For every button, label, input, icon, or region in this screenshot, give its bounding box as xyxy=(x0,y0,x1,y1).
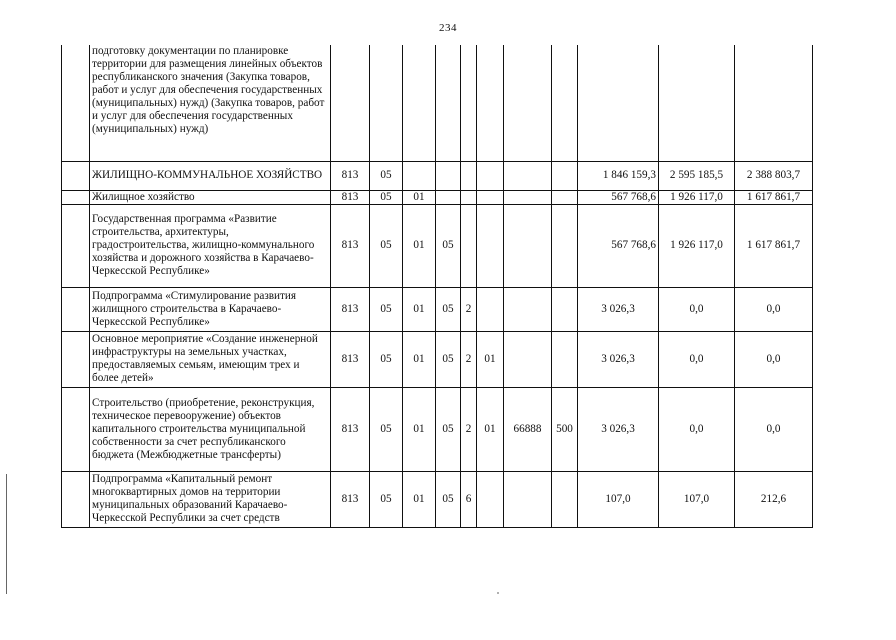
cell-event xyxy=(477,45,504,161)
blank-cell xyxy=(62,204,90,287)
row-name: Строительство (приобретение, реконструкция, техническое перевооружение) объектов капитального строительства муниципальной собственности за счет республиканского бюджета (Межбюджетные трансферты) xyxy=(90,387,331,471)
cell-gr: 813 xyxy=(331,471,370,527)
budget-table xyxy=(61,45,813,528)
cell-subprogram: 6 xyxy=(461,471,477,527)
cell-rz: 05 xyxy=(370,204,403,287)
row-name: ЖИЛИЩНО-КОММУНАЛЬНОЕ ХОЗЯЙСТВО xyxy=(90,161,331,190)
table-row xyxy=(62,161,813,190)
cell-direction xyxy=(504,161,552,190)
cell-vr xyxy=(552,161,578,190)
cell-subprogram xyxy=(461,204,477,287)
cell-gr: 813 xyxy=(331,287,370,331)
blank-cell xyxy=(62,161,90,190)
cell-subprogram: 2 xyxy=(461,387,477,471)
cell-rz: 05 xyxy=(370,471,403,527)
cell-event: 01 xyxy=(477,331,504,387)
scan-speck xyxy=(497,592,499,594)
table-row xyxy=(62,387,813,471)
cell-subprogram xyxy=(461,190,477,204)
cell-event xyxy=(477,161,504,190)
cell-vr xyxy=(552,287,578,331)
cell-year1: 567 768,6 xyxy=(578,190,659,204)
cell-pr xyxy=(403,45,436,161)
cell-vr xyxy=(552,204,578,287)
cell-event xyxy=(477,287,504,331)
row-name: Жилищное хозяйство xyxy=(90,190,331,204)
cell-program xyxy=(436,45,461,161)
cell-gr: 813 xyxy=(331,204,370,287)
cell-direction xyxy=(504,287,552,331)
cell-year3: 0,0 xyxy=(735,287,813,331)
row-name: Основное мероприятие «Создание инженерной инфраструктуры на земельных участках, предоставляемых семьям, имеющим трех и более детей» xyxy=(90,331,331,387)
cell-vr xyxy=(552,190,578,204)
cell-event xyxy=(477,204,504,287)
cell-gr: 813 xyxy=(331,190,370,204)
cell-year1: 3 026,3 xyxy=(578,287,659,331)
cell-direction xyxy=(504,471,552,527)
cell-direction xyxy=(504,204,552,287)
cell-year2 xyxy=(659,45,735,161)
cell-pr: 01 xyxy=(403,190,436,204)
blank-cell xyxy=(62,45,90,161)
cell-program xyxy=(436,161,461,190)
cell-year3: 2 388 803,7 xyxy=(735,161,813,190)
cell-rz: 05 xyxy=(370,287,403,331)
cell-year2: 2 595 185,5 xyxy=(659,161,735,190)
cell-year1 xyxy=(578,45,659,161)
cell-year1: 3 026,3 xyxy=(578,331,659,387)
cell-subprogram xyxy=(461,161,477,190)
cell-program: 05 xyxy=(436,471,461,527)
cell-vr xyxy=(552,471,578,527)
cell-program: 05 xyxy=(436,387,461,471)
cell-pr xyxy=(403,161,436,190)
table-row xyxy=(62,190,813,204)
table-row xyxy=(62,471,813,527)
cell-year1: 1 846 159,3 xyxy=(578,161,659,190)
scan-artifact-line xyxy=(6,474,7,594)
blank-cell xyxy=(62,387,90,471)
cell-event: 01 xyxy=(477,387,504,471)
cell-direction xyxy=(504,331,552,387)
cell-program: 05 xyxy=(436,287,461,331)
cell-year2: 107,0 xyxy=(659,471,735,527)
cell-pr: 01 xyxy=(403,204,436,287)
cell-year2: 1 926 117,0 xyxy=(659,190,735,204)
cell-year1: 107,0 xyxy=(578,471,659,527)
cell-year2: 0,0 xyxy=(659,387,735,471)
cell-pr: 01 xyxy=(403,471,436,527)
cell-gr: 813 xyxy=(331,161,370,190)
row-name: подготовку документации по планировке территории для размещения линейных объектов республиканского значения (Закупка товаров, работ и услуг для обеспечения государственных (муниципальных) нужд) (Закупка товаров, работ и услуг для обеспечения государственных (муниципальных) нужд) xyxy=(90,45,331,161)
cell-rz: 05 xyxy=(370,331,403,387)
cell-direction xyxy=(504,45,552,161)
cell-rz xyxy=(370,45,403,161)
cell-event xyxy=(477,471,504,527)
cell-program: 05 xyxy=(436,204,461,287)
table-row xyxy=(62,45,813,161)
cell-subprogram: 2 xyxy=(461,331,477,387)
cell-year3: 1 617 861,7 xyxy=(735,204,813,287)
table-row xyxy=(62,204,813,287)
blank-cell xyxy=(62,331,90,387)
cell-program: 05 xyxy=(436,331,461,387)
cell-year1: 3 026,3 xyxy=(578,387,659,471)
cell-subprogram: 2 xyxy=(461,287,477,331)
cell-direction xyxy=(504,190,552,204)
cell-vr: 500 xyxy=(552,387,578,471)
cell-year2: 1 926 117,0 xyxy=(659,204,735,287)
cell-subprogram xyxy=(461,45,477,161)
table-row xyxy=(62,287,813,331)
cell-pr: 01 xyxy=(403,287,436,331)
cell-year2: 0,0 xyxy=(659,331,735,387)
cell-direction: 66888 xyxy=(504,387,552,471)
cell-rz: 05 xyxy=(370,387,403,471)
cell-program xyxy=(436,190,461,204)
cell-vr xyxy=(552,45,578,161)
row-name: Подпрограмма «Капитальный ремонт многоквартирных домов на территории муниципальных образований Карачаево-Черкесской Республики за счет средств xyxy=(90,471,331,527)
blank-cell xyxy=(62,287,90,331)
cell-pr: 01 xyxy=(403,331,436,387)
cell-year3 xyxy=(735,45,813,161)
cell-pr: 01 xyxy=(403,387,436,471)
cell-year1: 567 768,6 xyxy=(578,204,659,287)
row-name: Подпрограмма «Стимулирование развития жилищного строительства в Карачаево-Черкесской Республике» xyxy=(90,287,331,331)
cell-year3: 0,0 xyxy=(735,331,813,387)
cell-event xyxy=(477,190,504,204)
cell-rz: 05 xyxy=(370,161,403,190)
cell-gr: 813 xyxy=(331,331,370,387)
cell-year3: 1 617 861,7 xyxy=(735,190,813,204)
page-number: 234 xyxy=(439,22,457,34)
table-row xyxy=(62,331,813,387)
cell-year3: 0,0 xyxy=(735,387,813,471)
cell-year3: 212,6 xyxy=(735,471,813,527)
cell-rz: 05 xyxy=(370,190,403,204)
cell-gr: 813 xyxy=(331,387,370,471)
blank-cell xyxy=(62,471,90,527)
row-name: Государственная программа «Развитие строительства, архитектуры, градостроительства, жилищно-коммунального хозяйства и дорожного хозяйства в Карачаево-Черкесской Республике» xyxy=(90,204,331,287)
cell-year2: 0,0 xyxy=(659,287,735,331)
blank-cell xyxy=(62,190,90,204)
cell-vr xyxy=(552,331,578,387)
cell-gr xyxy=(331,45,370,161)
